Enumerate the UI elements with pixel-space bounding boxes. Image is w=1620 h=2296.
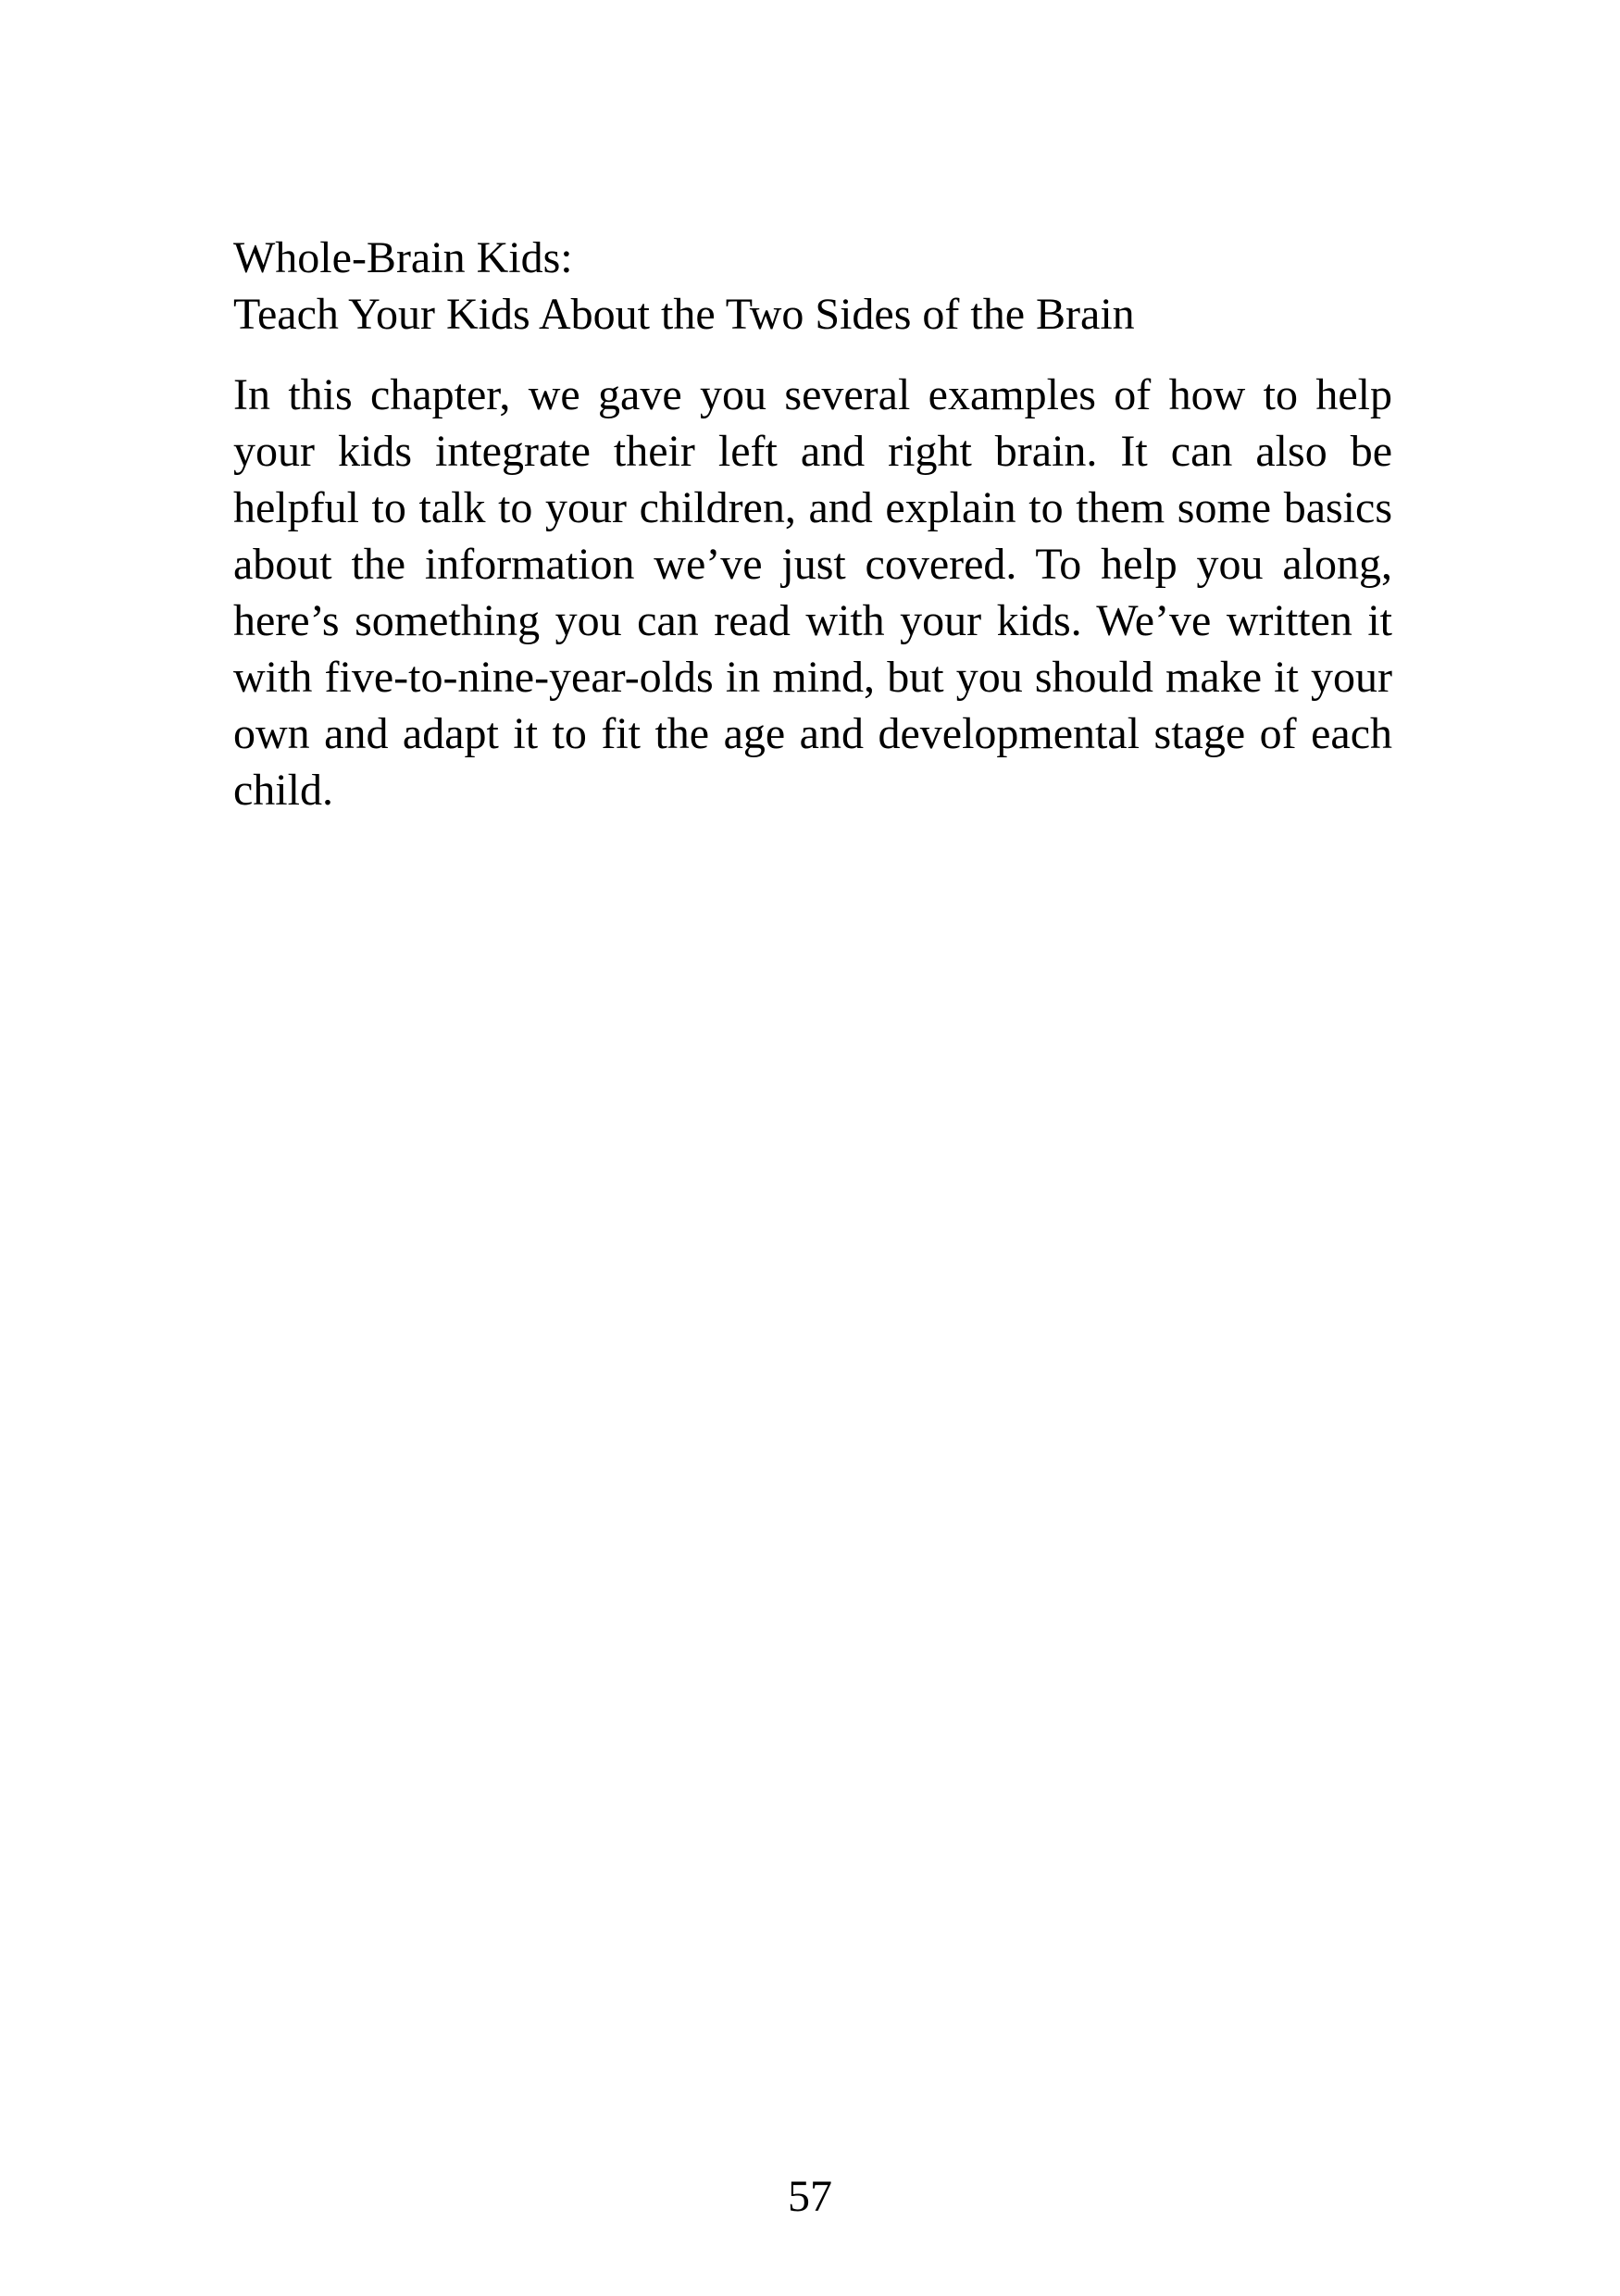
text-block	[233, 230, 1392, 818]
section-heading-subtitle: Teach Your Kids About the Two Sides of the Brain	[233, 290, 1135, 339]
section-heading-title: Whole-Brain Kids:	[233, 233, 573, 282]
page-number: 57	[788, 2172, 832, 2221]
body-paragraph: In this chapter, we gave you several examples of how to help your kids integrate their left and right brain. It can also be helpful to talk to your children, and explain to them some basics about the information we’ve just covered. To help you along, here’s something you can read with your kids. We’ve written it with five-to-nine-year-olds in mind, but you should make it your own and adapt it to fit the age and developmental stage of each child.	[233, 370, 1392, 815]
